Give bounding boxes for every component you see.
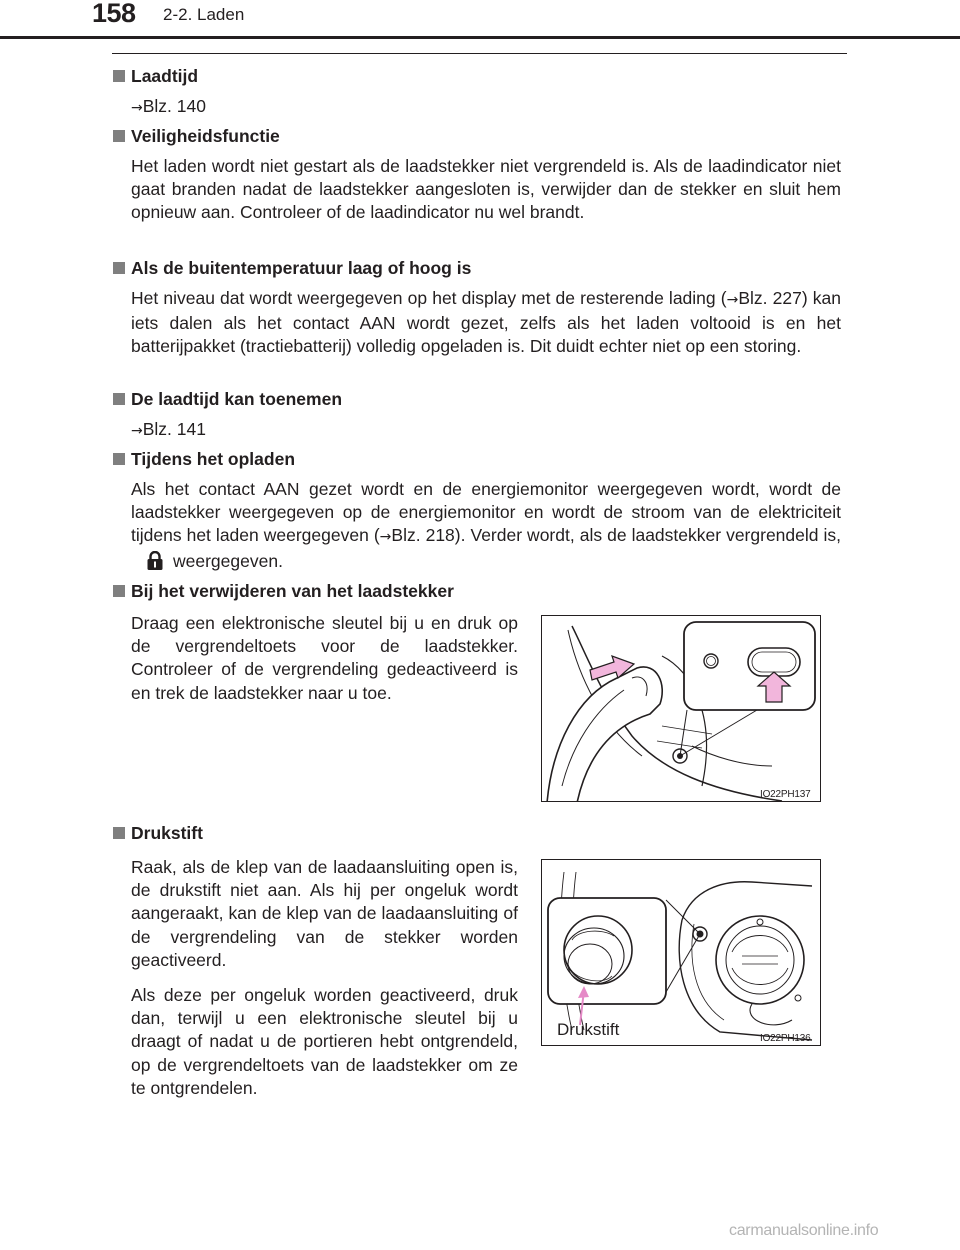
- paragraph-buitentemperatuur: Het niveau dat wordt weergegeven op het display met de resterende lading (→Blz. 227) kan iets dalen als het contact AAN wordt gezet, zelfs als het laden voltooid is en het batterijpakket (tractiebatterij) volledig opgeladen is. Dit duidt echter niet op een storing.: [131, 288, 841, 357]
- page-number: 158: [92, 0, 136, 28]
- figure-push-pin: [541, 859, 821, 1046]
- paragraph-tijdens-opladen: Als het contact AAN gezet wordt en de energiemonitor weergegeven wordt, wordt de laadstekker weergegeven op de energiemonitor en wordt de stroom van de elektriciteit tijdens het laden weergegeven (→Blz. 218). Verder wordt, als de laadstekker vergrendeld is,weergegeven.: [131, 478, 841, 576]
- heading-drukstift: Drukstift: [113, 822, 203, 844]
- page-reference[interactable]: →Blz. 227: [726, 288, 802, 308]
- drukstift-label: Drukstift: [557, 1020, 620, 1039]
- right-arrow-icon: →: [131, 100, 143, 116]
- watermark: carmanualsonline.info: [729, 1222, 879, 1239]
- heading-laadtijd: Laadtijd: [113, 65, 198, 87]
- ref-laadtijd[interactable]: →Blz. 140: [131, 96, 206, 116]
- paragraph-veiligheidsfunctie: Het laden wordt niet gestart als de laadstekker niet vergrendeld is. Als de laadindicator niet gaat branden nadat de laadstekker aangesloten is, verwijder dan de stekker en sluit hem opnieuw aan. Controleer of de laadindicator nu wel brandt.: [131, 156, 841, 223]
- ref-laadtijd-toenemen[interactable]: →Blz. 141: [131, 419, 206, 439]
- heading-verwijderen: Bij het verwijderen van het laadstekker: [113, 580, 454, 602]
- paragraph-drukstift-2: Als deze per ongeluk worden geactiveerd, druk dan, terwijl u een elektronische sleutel bij u draagt of nadat u de portieren hebt ontgrendeld, op de vergrendeltoets van de laadstekker om ze te ontgrendelen.: [131, 985, 518, 1098]
- page-reference[interactable]: →Blz. 218: [379, 525, 455, 546]
- paragraph-drukstift-1: Raak, als de klep van de laadaansluiting open is, de drukstift niet aan. Als hij per ongeluk wordt aangeraakt, kan de klep van de laadaansluiting of de vergrendeling van de stekker worden geactiveerd.: [131, 857, 518, 970]
- header-rule: [0, 36, 960, 39]
- heading-laadtijd-toenemen: De laadtijd kan toenemen: [113, 388, 342, 410]
- content-rule: [112, 53, 847, 54]
- figure-charging-connector-release: [541, 615, 821, 802]
- heading-tijdens-opladen: Tijdens het opladen: [113, 448, 295, 470]
- section-label: 2-2. Laden: [163, 5, 245, 24]
- square-bullet-icon: [113, 453, 125, 465]
- heading-veiligheidsfunctie: Veiligheidsfunctie: [113, 125, 280, 147]
- square-bullet-icon: [113, 130, 125, 142]
- right-arrow-icon: →: [131, 423, 143, 439]
- square-bullet-icon: [113, 262, 125, 274]
- charging-port-pushpin-illustration: [542, 860, 821, 1046]
- square-bullet-icon: [113, 70, 125, 82]
- square-bullet-icon: [113, 827, 125, 839]
- heading-buitentemperatuur: Als de buitentemperatuur laag of hoog is: [113, 257, 471, 279]
- figure-code: IO22PH137: [760, 789, 811, 800]
- right-arrow-icon: →: [379, 529, 392, 546]
- square-bullet-icon: [113, 585, 125, 597]
- square-bullet-icon: [113, 393, 125, 405]
- paragraph-verwijderen: Draag een elektronische sleutel bij u en druk op de vergrendeltoets voor de laadstekker. Controleer of de vergrendeling gedeactiveerd is en trek de laadstekker naar u toe.: [131, 613, 518, 703]
- right-arrow-icon: →: [726, 292, 739, 308]
- padlock-icon: [147, 551, 163, 576]
- charging-connector-illustration: [542, 616, 821, 802]
- figure-code: IO22PH136: [760, 1033, 811, 1044]
